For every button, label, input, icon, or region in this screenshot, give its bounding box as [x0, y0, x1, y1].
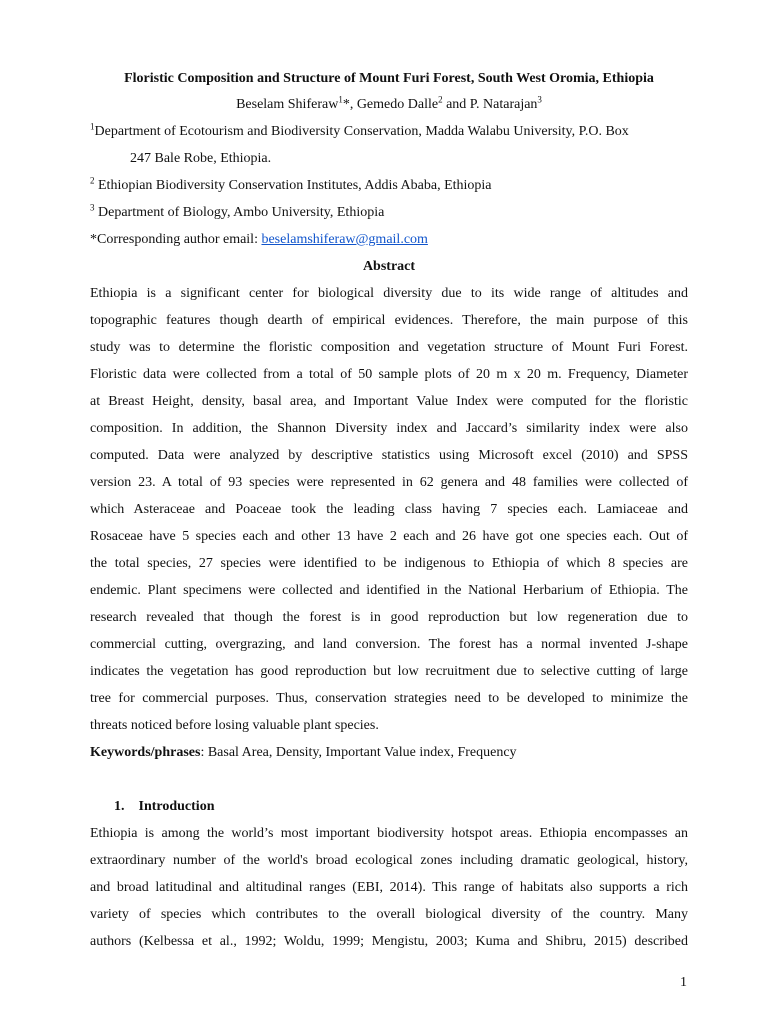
abstract-line: study was to determine the floristic composition and vegetation structure of Mount Furi Forest.: [90, 340, 688, 355]
keywords-label: Keywords/phrases: [90, 745, 201, 760]
author-1-affil: 1: [338, 94, 343, 105]
abstract-line: commercial cutting, overgrazing, and land conversion. The forest has a normal invented J-shape: [90, 637, 688, 652]
abstract-line: Rosaceae have 5 species each and other 13 have 2 each and 26 have got one species each. Out of: [90, 529, 688, 544]
intro-line: Ethiopia is among the world’s most important biodiversity hotspot areas. Ethiopia encompasses an: [90, 826, 688, 841]
affiliation-2-text: Ethiopian Biodiversity Conservation Institutes, Addis Ababa, Ethiopia: [94, 178, 492, 193]
abstract-line: tree for commercial purposes. Thus, conservation strategies need to be developed to minimize the: [90, 691, 688, 706]
abstract-line: topographic features though dearth of empirical evidences. Therefore, the main purpose of this: [90, 313, 688, 328]
author-1-star: *,: [342, 97, 354, 112]
abstract-heading: Abstract: [362, 259, 416, 274]
paper-title: Floristic Composition and Structure of Mount Furi Forest, South West Oromia, Ethiopia: [124, 71, 654, 86]
intro-line: extraordinary number of the world's broad ecological zones including dramatic geological, history,: [90, 853, 688, 868]
intro-line: authors (Kelbessa et al., 1992; Woldu, 1999; Mengistu, 2003; Kuma and Shibru, 2015) described: [90, 934, 688, 949]
affiliation-2: [90, 177, 688, 195]
abstract-line: threats noticed before losing valuable plant species.: [90, 718, 379, 733]
abstract-line: at Breast Height, density, basal area, and Important Value Index were computed for the floristic: [90, 394, 688, 409]
affiliation-1-marker: 1: [90, 121, 95, 132]
introduction-heading: [114, 798, 712, 816]
abstract-line: the total species, 27 species were identified to be indigenous to Ethiopia of which 8 species are: [90, 556, 688, 571]
affiliation-3-marker: 3: [90, 202, 95, 213]
keywords: [90, 744, 688, 762]
keywords-text: : Basal Area, Density, Important Value index, Frequency: [200, 745, 517, 760]
abstract-line: composition. In addition, the Shannon Diversity index and Jaccard’s similarity index were also: [90, 421, 688, 436]
corresponding-author: [90, 231, 688, 249]
affiliation-3-text: Department of Biology, Ambo University, Ethiopia: [94, 205, 385, 220]
author-1: Beselam Shiferaw: [236, 97, 339, 112]
affiliation-2-marker: 2: [90, 175, 95, 186]
intro-line: variety of species which contributes to the overall biological diversity of the country. Many: [90, 907, 688, 922]
author-3: and P. Natarajan: [442, 97, 538, 112]
page-number: 1: [680, 975, 687, 990]
affiliation-1-line-1: [90, 123, 688, 141]
affiliation-1-text: Department of Ecotourism and Biodiversity Conservation, Madda Walabu University, P.O. Box: [94, 124, 629, 139]
author-2-affil: 2: [438, 94, 443, 105]
author-3-affil: 3: [537, 94, 542, 105]
affiliation-1-line-2: 247 Bale Robe, Ethiopia.: [130, 151, 272, 166]
section-number: 1.: [114, 799, 125, 814]
abstract-line: research revealed that though the forest is in good reproduction but low regeneration due to: [90, 610, 688, 625]
abstract-line: version 23. A total of 93 species were represented in 62 genera and 48 families were collected of: [90, 475, 688, 490]
author-2: Gemedo Dalle: [353, 97, 439, 112]
section-title: Introduction: [138, 799, 215, 814]
intro-line: and broad latitudinal and altitudinal ranges (EBI, 2014). This range of habitats also supports a rich: [90, 880, 688, 895]
affiliation-3: [90, 204, 688, 222]
author-list: [90, 96, 688, 114]
corresponding-label: *Corresponding author email:: [90, 232, 262, 247]
email-link[interactable]: beselamshiferaw@gmail.com: [261, 232, 428, 247]
abstract-line: which Asteraceae and Poaceae took the leading class having 7 species each. Lamiaceae and: [90, 502, 688, 517]
abstract-line: computed. Data were analyzed by descriptive statistics using Microsoft excel (2010) and SPSS: [90, 448, 688, 463]
abstract-line: Floristic data were collected from a total of 50 sample plots of 20 m x 20 m. Frequency, Diameter: [90, 367, 688, 382]
abstract-line: Ethiopia is a significant center for biological diversity due to its wide range of altitudes and: [90, 286, 688, 301]
abstract-line: indicates the vegetation has good reproduction but low recruitment due to selective cutting of large: [90, 664, 688, 679]
abstract-line: endemic. Plant specimens were collected and identified in the National Herbarium of Ethiopia. The: [90, 583, 688, 598]
